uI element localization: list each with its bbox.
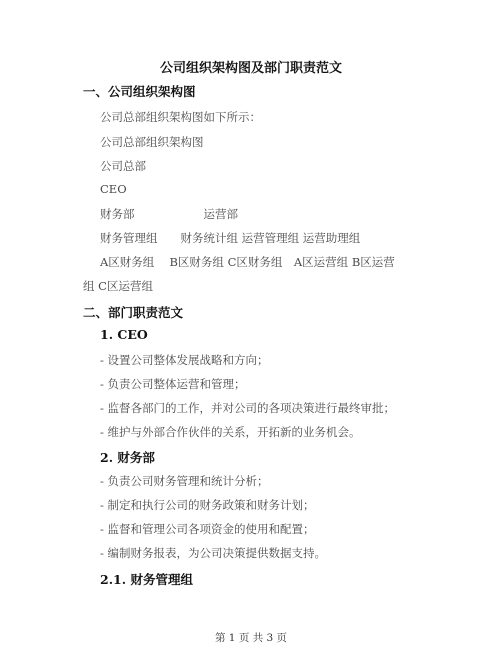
page-title: 公司组织架构图及部门职责范文 [159,61,342,76]
section-heading-org-chart: 一、公司组织架构图 [83,84,196,99]
text-line: - 维护与外部合作伙伴的关系，开拓新的业务机会。 [100,425,361,439]
text-line: 财务部 运营部 [100,207,238,221]
text-line: - 负责公司财务管理和统计分析； [100,474,269,488]
text-line: 公司总部组织架构图如下所示： [100,110,261,124]
text-line: - 监督和管理公司各项资金的使用和配置； [100,522,315,536]
section-heading-duties: 二、部门职责范文 [83,305,184,320]
text-line: - 制定和执行公司的财务政策和财务计划； [100,498,315,512]
text-line: 财务管理组 财务统计组 运营管理组 运营助理组 [100,231,361,245]
subheading-finance: 2. 财务部 [100,450,155,465]
page-footer: 第 1 页 共 3 页 [214,632,288,644]
text-line: A区财务组 B区财务组 C区财务组 A区运营组 B区运营 [100,255,395,269]
text-line: - 监督各部门的工作，并对公司的各项决策进行最终审批； [100,401,396,415]
text-line: 公司总部 [100,159,146,173]
text-line: CEO [100,182,127,196]
subheading-ceo: 1. CEO [100,327,148,342]
text-line: 公司总部组织架构图 [100,135,204,149]
subheading-finance-mgmt: 2.1. 财务管理组 [100,572,193,587]
text-line: - 负责公司整体运营和管理； [100,377,246,391]
text-line: 组 C区运营组 [83,279,153,293]
text-line: - 设置公司整体发展战略和方向； [100,353,269,367]
text-line: - 编制财务报表，为公司决策提供数据支持。 [100,546,327,560]
